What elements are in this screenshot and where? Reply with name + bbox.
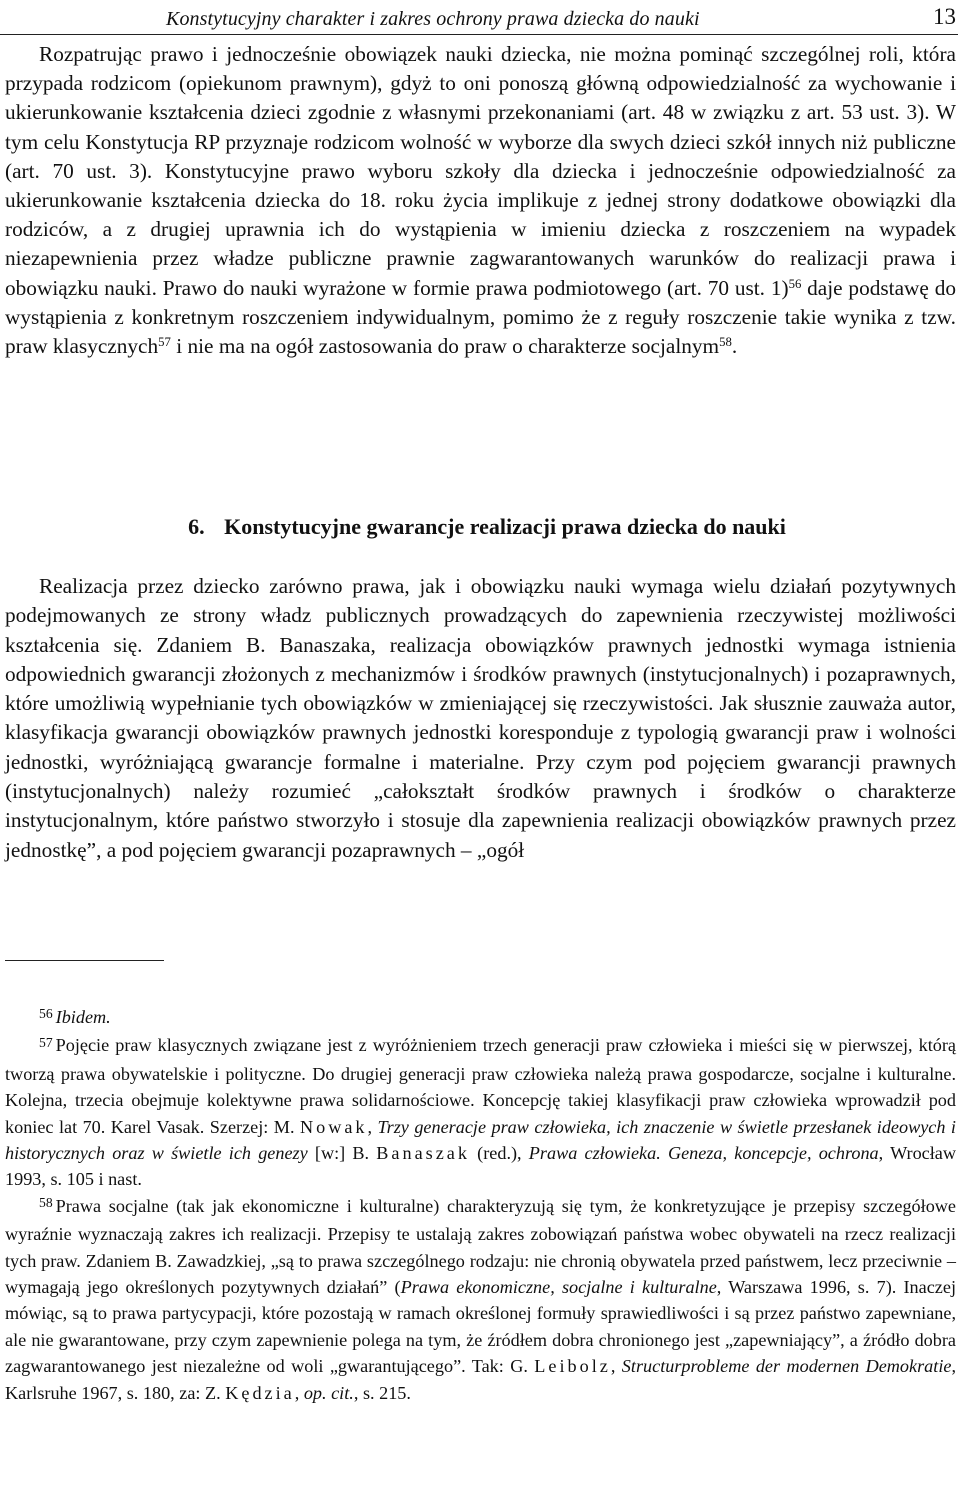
footnote-text: , (367, 1116, 378, 1137)
work-title: Structurprobleme der modernen Demokratie (621, 1356, 952, 1377)
footnote-ref-57[interactable]: 57 (158, 335, 171, 350)
author-name: Leibolz (534, 1356, 611, 1377)
footnote-58 (5, 1193, 956, 1406)
footnote-text: , (294, 1382, 304, 1403)
page-number: 13 (933, 4, 956, 29)
paragraph-text: Rozpatrując prawo i jednocześnie obowiązek nauki dziecka, nie można pominąć szczególnej roli, która przypada rodzicom (opiekunom prawnym), gdyż to oni ponoszą główną odpowiedzialność za wychowanie i ukierunkowanie kształcenia dzieci zgodnie z własnymi przekonaniami (art. 48 w związku z art. 53 ust. 3). W tym celu Konstytucja RP przyznaje rodzicom wolność w wyborze dla swych dzieci szkół innych niż publiczne (art. 70 ust. 3). Konstytucyjne prawo wyboru szkoły dla dziecka i jednocześnie odpowiedzialność za ukierunkowanie kształcenia dziecka do 18. roku życia implikuje z jednej strony dodatkowe obowiązki dla rodziców, a z drugiej uprawnia ich do wystąpienia w imieniu dziecka z roszczeniem na wypadek niezapewnienia przez władze publiczne prawnie zagwarantowanych warunków do realizacji prawa i obowiązku nauki. Prawo do nauki wyrażone w formie prawa podmiotowego (art. 70 ust. 1) (5, 42, 956, 300)
section-title: Konstytucyjne gwarancje realizacji prawa dziecka do nauki (224, 514, 786, 539)
footnote-separator (5, 960, 164, 961)
author-name: Kędzia (225, 1382, 295, 1403)
work-title: op. cit. (303, 1382, 354, 1403)
footnote-text: Prawa socjalne (tak jak ekonomiczne i kulturalne) charakteryzują się tym, że konkretyzujące je przepisy szczegółowe wyraźnie wyznaczają zakres ich realizacji. Przepisy te ustalają zakres zobowiązań państwa wobec obywateli na rzecz realizacji tych praw. Zdaniem B. Zawadzkiej, „są to prawa szczególnego rodzaju: nie chronią obywatela przed państwem, lecz przeciwnie – wymagają jego określonych pozytywnych działań” ( (5, 1195, 956, 1298)
footnote-text: [w:] B. (307, 1143, 377, 1164)
footnotes (5, 1004, 956, 1406)
work-title: Trzy generacje praw człowieka, ich znaczenie w świetle przesłanek ideowych i historycznych oraz w świetle ich genezy (5, 1116, 956, 1164)
body-paragraph-2: Realizacja przez dziecko zarówno prawa, jak i obowiązku nauki wymaga wielu działań pozytywnych podejmowanych ze strony władz publicznych prowadzących do zapewnienia rzeczywistej możliwości kształcenia się. Zdaniem B. Banaszaka, realizacja obowiązków prawnych jednostki wymaga istnienia odpowiednich gwarancji złożonych z mechanizmów i środków prawnych (instytucjonalnych) i pozaprawnych, które umożliwią wypełnianie tych obowiązków w zmieniającej się rzeczywistości. Jak słusznie zauważa autor, klasyfikacja gwarancji obowiązków prawnych jednostki koresponduje z typologią gwarancji praw i wolności jednostki, wyróżniającą gwarancje formalne i materialne. Przy czym pod pojęciem gwarancji prawnych (instytucjonalnych) należy rozumieć „całokształt środków prawnych i środków o charakterze instytucjonalnym, które państwo stworzyło i stosuje dla zapewnienia realizacji obowiązków prawnych przez jednostkę”, a pod pojęciem gwarancji pozaprawnych – „ogół (5, 574, 956, 862)
work-title: Prawa ekonomiczne, socjalne i kulturalne (400, 1277, 717, 1298)
footnote-number: 57 (39, 1034, 53, 1050)
footnote-text: , (610, 1356, 622, 1377)
footnote-56 (5, 1004, 956, 1032)
footnote-ref-56[interactable]: 56 (788, 276, 802, 291)
footnote-ref-58[interactable]: 58 (719, 335, 732, 350)
footnote-text: Ibidem. (55, 1007, 111, 1027)
author-name: Banaszak (376, 1143, 470, 1164)
footnote-text: , Karlsruhe 1967, s. 180, za: Z. (5, 1356, 956, 1403)
author-name: Nowak (299, 1116, 368, 1137)
section-number: 6. (188, 514, 205, 539)
footnote-text: Pojęcie praw klasycznych związane jest z wyróżnieniem trzech generacji praw człowieka i mieści się w pierwszej, którą tworzą prawa obywatelskie i polityczne. Do drugiej generacji praw człowieka należą prawa gospodarcze, socjalne i kulturalne. Kolejna, trzecia obejmuje kolektywne prawa solidarnościowe. Koncepcję takiej klasyfikacji praw człowieka wprowadził pod koniec lat 70. Karel Vasak. Szerzej: M. (5, 1035, 956, 1137)
paragraph-text: daje podstawę do wystąpienia z konkretnym roszczeniem indywidualnym, pomimo że z reguły roszczenie takie wynika z tzw. praw klasycznych (5, 275, 956, 359)
footnote-number: 58 (39, 1195, 53, 1211)
footnote-text: , Warszawa 1996, s. 7). Inaczej mówiąc, są to prawa partycypacji, które pozostają w ramach określonej formuły sprawiedliwości i są przez państwo zapewniane, ale nie gwarantowane, przy czym zapewnienie polega na tym, że źródłem dobra chronionego jest „zapewniający”, a źródło dobra zagwarantowanego jest niezależne od woli „gwarantującego”. Tak: G. (5, 1277, 956, 1377)
paragraph-text: . (731, 334, 738, 359)
footnote-number: 56 (39, 1006, 53, 1022)
running-title: Konstytucyjny charakter i zakres ochrony prawa dziecka do nauki (166, 8, 700, 30)
running-header (0, 4, 958, 35)
section-heading (0, 514, 960, 540)
footnote-text: (red.), (469, 1143, 529, 1164)
body-paragraph-1 (5, 40, 956, 361)
footnote-text: , Wrocław 1993, s. 105 i nast. (5, 1143, 956, 1190)
work-title: Prawa człowieka. Geneza, koncepcje, ochrona (528, 1143, 879, 1164)
footnote-57 (5, 1032, 956, 1192)
paragraph-text: i nie ma na ogół zastosowania do praw o charakterze socjalnym (170, 334, 720, 359)
footnote-text: , s. 215. (353, 1382, 411, 1403)
